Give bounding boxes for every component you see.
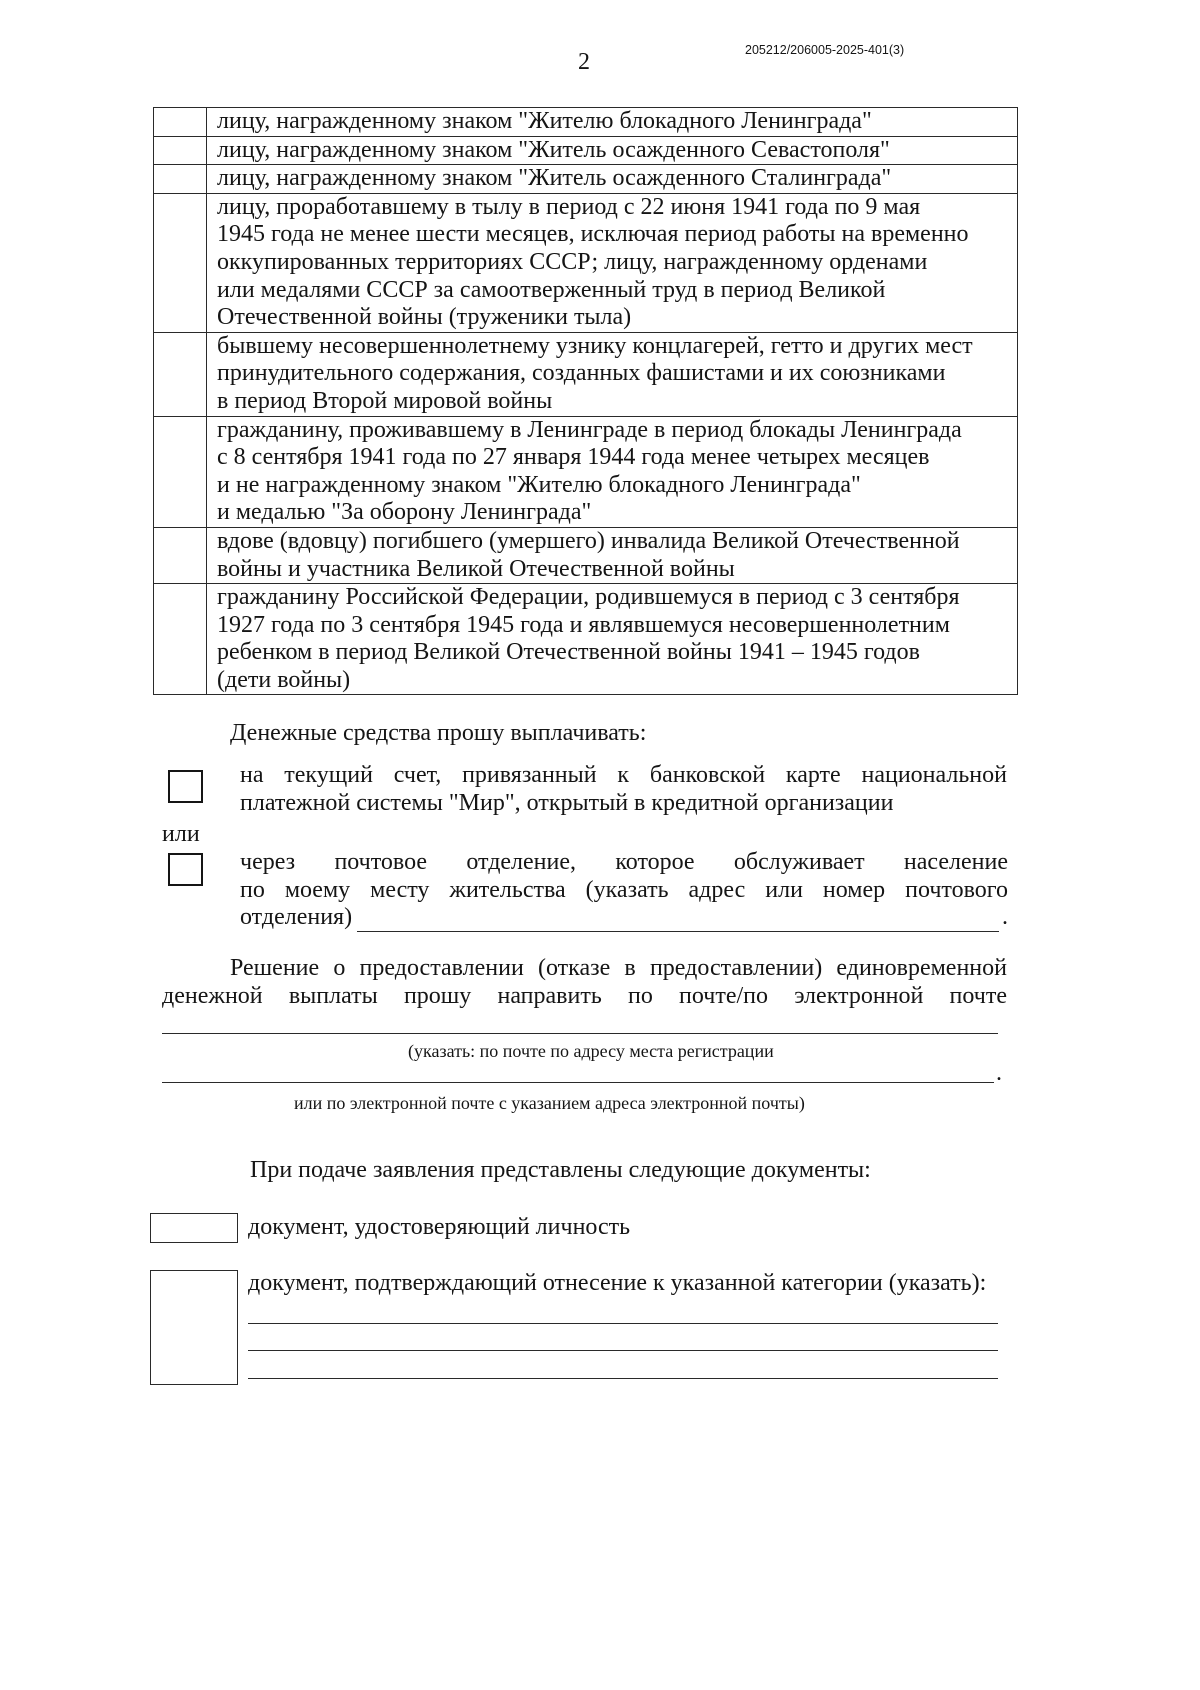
category-text-line: ребенком в период Великой Отечественной войны 1941 – 1945 годов bbox=[217, 639, 920, 666]
page-number: 2 bbox=[578, 49, 590, 75]
category-text bbox=[207, 108, 1018, 137]
payment-card-option bbox=[240, 762, 1007, 817]
category-text-line: бывшему несовершеннолетнему узнику концлагерей, гетто и других мест bbox=[217, 332, 973, 359]
post-office-address-field[interactable] bbox=[357, 910, 999, 932]
category-checkbox-cell[interactable] bbox=[154, 584, 207, 695]
category-text bbox=[207, 136, 1018, 165]
category-table bbox=[153, 107, 1018, 695]
category-row bbox=[154, 332, 1018, 416]
payment-card-line: на текущий счет, привязанный к банковской карте национальной bbox=[240, 762, 1007, 788]
category-checkbox-cell[interactable] bbox=[154, 193, 207, 332]
category-text-line: лицу, награжденному знаком "Житель осажденного Севастополя" bbox=[217, 136, 890, 163]
or-label: или bbox=[162, 821, 200, 847]
document-identity-label: документ, удостоверяющий личность bbox=[248, 1214, 631, 1240]
category-document-field-3[interactable] bbox=[248, 1378, 998, 1379]
category-text-line: (дети войны) bbox=[217, 666, 351, 693]
category-text-line: Отечественной войны (труженики тыла) bbox=[217, 304, 632, 331]
category-text-line: принудительного содержания, созданных фашистами и их союзниками bbox=[217, 360, 946, 387]
payment-intro: Денежные средства прошу выплачивать: bbox=[230, 720, 647, 746]
document-number: 205212/206005-2025-401(3) bbox=[745, 43, 905, 57]
category-text-line: лицу, награжденному знаком "Жителю блокадного Ленинграда" bbox=[217, 108, 872, 134]
decision-end-mark: . bbox=[996, 1060, 1002, 1086]
category-text-line: гражданину, проживавшему в Ленинграде в период блокады Ленинграда bbox=[217, 416, 962, 443]
category-row bbox=[154, 108, 1018, 137]
decision-paragraph-line-1 bbox=[230, 955, 1007, 983]
category-row bbox=[154, 193, 1018, 332]
decision-line: Решение о предоставлении (отказе в предоставлении) единовременной bbox=[230, 955, 1007, 981]
category-checkbox-cell[interactable] bbox=[154, 136, 207, 165]
category-text-line: и медалью "За оборону Ленинграда" bbox=[217, 499, 592, 526]
category-row bbox=[154, 165, 1018, 194]
documents-intro: При подаче заявления представлены следующие документы: bbox=[250, 1157, 871, 1183]
document-identity-checkbox[interactable] bbox=[150, 1213, 238, 1243]
category-text-line: гражданину Российской Федерации, родившемуся в период с 3 сентября bbox=[217, 584, 960, 611]
category-text-line: 1945 года не менее шести месяцев, исключая период работы на временно bbox=[217, 221, 969, 248]
category-checkbox-cell[interactable] bbox=[154, 108, 207, 137]
category-document-field-2[interactable] bbox=[248, 1350, 998, 1351]
category-text bbox=[207, 193, 1018, 332]
payment-card-line: платежной системы "Мир", открытый в кредитной организации bbox=[240, 789, 894, 816]
category-row bbox=[154, 136, 1018, 165]
category-text-line: оккупированных территориях СССР; лицу, награжденному орденами bbox=[217, 248, 928, 275]
category-text-line: с 8 сентября 1941 года по 27 января 1944 года менее четырех месяцев bbox=[217, 444, 930, 471]
category-text-line: 1927 года по 3 сентября 1945 года и являвшемуся несовершеннолетним bbox=[217, 611, 950, 638]
decision-hint-line: или по электронной почте с указанием адреса электронной почты) bbox=[294, 1093, 805, 1113]
category-text-line: лицу, проработавшему в тылу в период с 22 июня 1941 года по 9 мая bbox=[217, 193, 921, 220]
document-category-label: документ, подтверждающий отнесение к указанной категории (указать): bbox=[248, 1270, 987, 1296]
category-text-line: лицу, награжденному знаком "Житель осажденного Сталинграда" bbox=[217, 165, 892, 192]
category-text bbox=[207, 165, 1018, 194]
decision-line: денежной выплаты прошу направить по почте/по электронной почте bbox=[162, 983, 1007, 1009]
category-checkbox-cell[interactable] bbox=[154, 165, 207, 194]
payment-post-end-mark: . bbox=[1002, 904, 1008, 931]
payment-post-option bbox=[240, 849, 1008, 932]
payment-post-checkbox[interactable] bbox=[168, 853, 203, 886]
category-text bbox=[207, 527, 1018, 583]
category-text bbox=[207, 584, 1018, 695]
decision-paragraph-line-2 bbox=[162, 983, 1007, 1011]
category-text-line: и не награжденному знаком "Жителю блокадного Ленинграда" bbox=[217, 471, 861, 498]
payment-post-line: по моему месту жительства (указать адрес или номер почтового bbox=[240, 876, 1008, 903]
category-text bbox=[207, 416, 1018, 527]
category-text-line: в период Второй мировой войны bbox=[217, 387, 553, 414]
category-checkbox-cell[interactable] bbox=[154, 416, 207, 527]
category-text-line: вдове (вдовцу) погибшего (умершего) инвалида Великой Отечественной bbox=[217, 527, 960, 554]
category-row bbox=[154, 416, 1018, 527]
decision-hint-line: (указать: по почте по адресу места регистрации bbox=[408, 1041, 774, 1061]
payment-post-address-row bbox=[240, 904, 1008, 932]
category-row bbox=[154, 527, 1018, 583]
decision-delivery-field-1[interactable] bbox=[162, 1033, 998, 1034]
payment-post-line: отделения) bbox=[240, 904, 353, 931]
category-checkbox-cell[interactable] bbox=[154, 527, 207, 583]
category-text bbox=[207, 332, 1018, 416]
category-checkbox-cell[interactable] bbox=[154, 332, 207, 416]
category-row bbox=[154, 584, 1018, 695]
category-text-line: или медалями СССР за самоотверженный труд в период Великой bbox=[217, 276, 886, 303]
category-text-line: войны и участника Великой Отечественной войны bbox=[217, 555, 735, 582]
payment-card-checkbox[interactable] bbox=[168, 770, 203, 803]
payment-post-line: через почтовое отделение, которое обслуживает население bbox=[240, 849, 1008, 875]
document-category-checkbox[interactable] bbox=[150, 1270, 238, 1385]
category-document-field-1[interactable] bbox=[248, 1323, 998, 1324]
decision-delivery-field-2[interactable] bbox=[162, 1082, 994, 1083]
